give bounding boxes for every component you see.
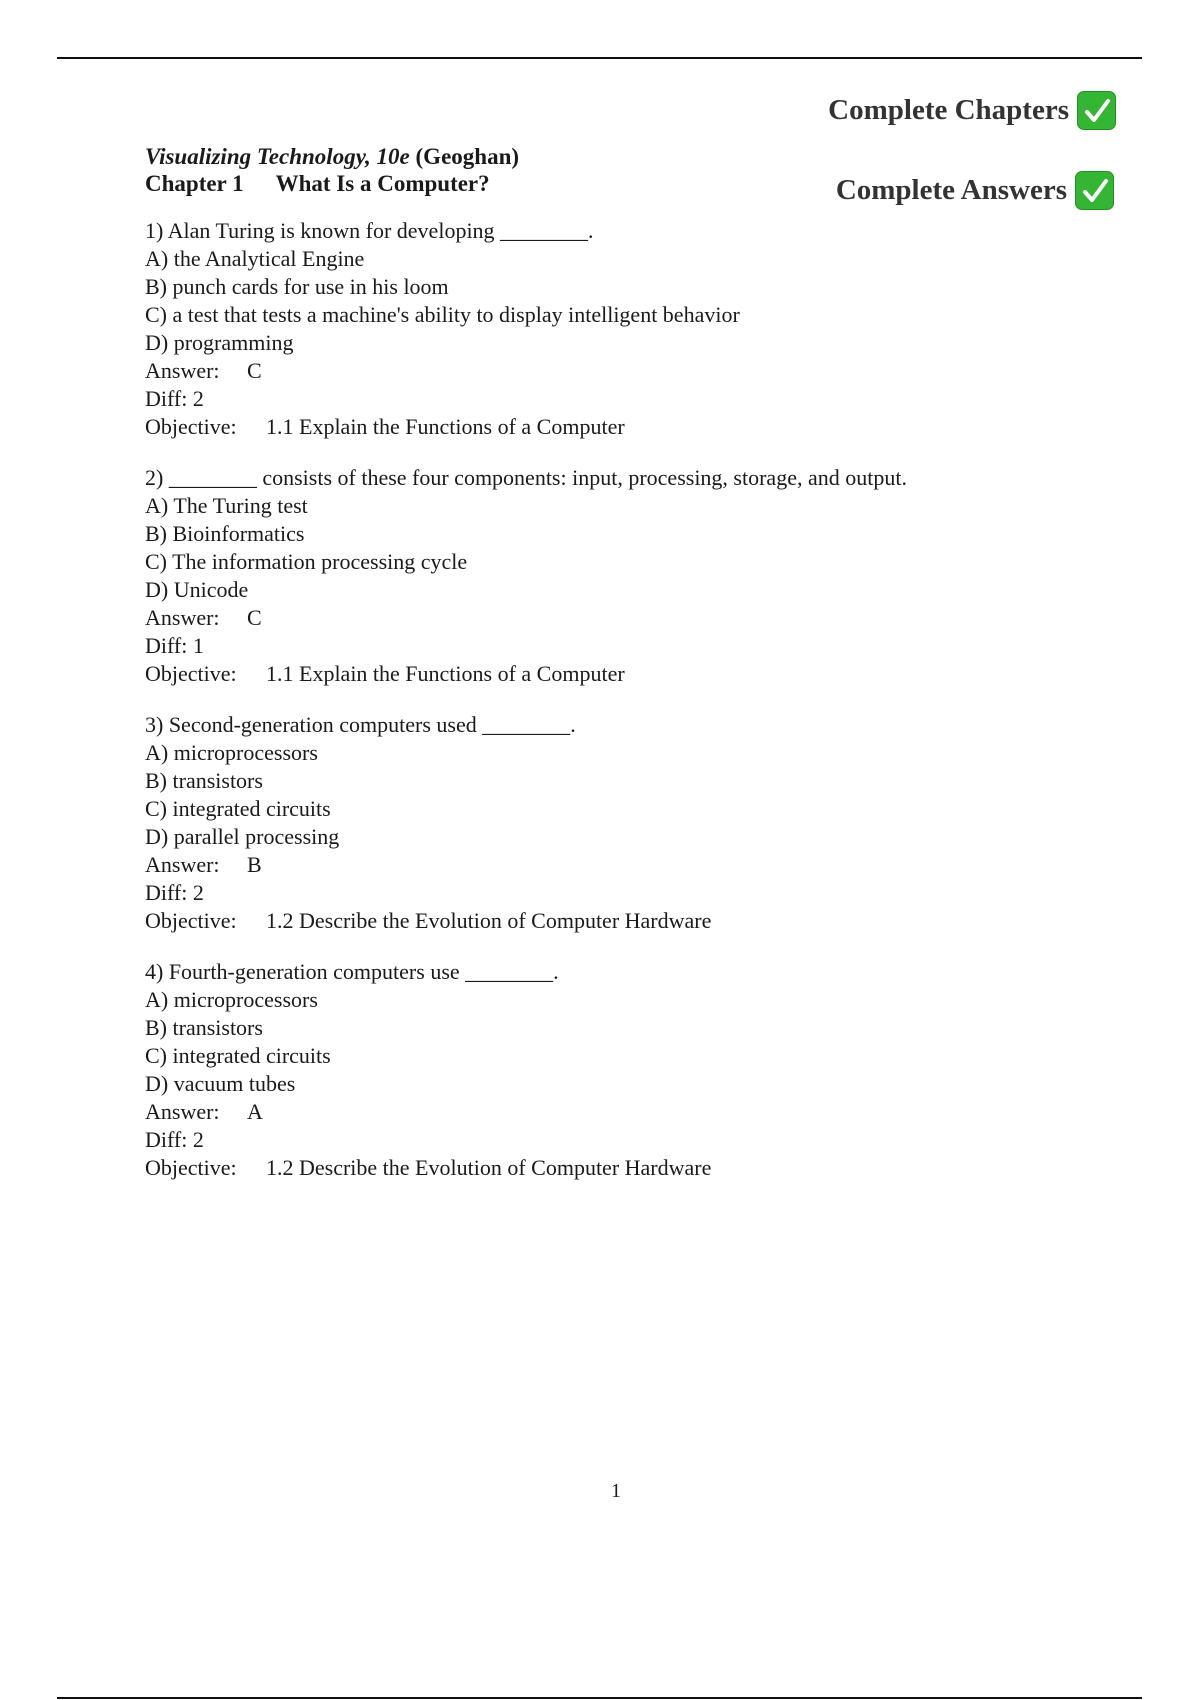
option-b: B) punch cards for use in his loom — [145, 274, 449, 299]
objective-label: Objective: — [145, 414, 237, 439]
document-body — [145, 143, 995, 1205]
book-title: Visualizing Technology, 10e — [145, 144, 410, 169]
complete-chapters-label: Complete Chapters — [828, 94, 1069, 126]
option-d: D) vacuum tubes — [145, 1071, 296, 1096]
diff-line — [145, 1126, 995, 1154]
check-mark-icon — [1077, 91, 1116, 130]
diff-label: Diff: — [145, 633, 188, 658]
answer-label: Answer: — [145, 605, 220, 630]
option-b: B) transistors — [145, 1015, 263, 1040]
answer-value: C — [247, 605, 262, 630]
book-title-line — [145, 143, 995, 170]
objective-line — [145, 1154, 995, 1182]
objective-value: 1.2 Describe the Evolution of Computer Hardware — [266, 1155, 712, 1180]
book-author: (Geoghan) — [415, 144, 520, 169]
diff-label: Diff: — [145, 386, 188, 411]
answer-line — [145, 357, 995, 385]
option-c: C) The information processing cycle — [145, 549, 468, 574]
answer-value: B — [247, 852, 262, 877]
chapter-label: Chapter 1 — [145, 171, 244, 196]
answer-label: Answer: — [145, 852, 220, 877]
option-a: A) microprocessors — [145, 740, 318, 765]
question-stem: 1) Alan Turing is known for developing ________. — [145, 218, 594, 243]
question-stem: 3) Second-generation computers used ________. — [145, 712, 576, 737]
chapter-line — [145, 170, 995, 197]
objective-line — [145, 907, 995, 935]
question-stem: 4) Fourth-generation computers use ________. — [145, 959, 559, 984]
diff-value: 2 — [192, 386, 204, 411]
option-d: D) programming — [145, 330, 294, 355]
question-4 — [145, 958, 995, 1182]
diff-line — [145, 879, 995, 907]
diff-line — [145, 385, 995, 413]
option-b: B) transistors — [145, 768, 263, 793]
objective-value: 1.2 Describe the Evolution of Computer Hardware — [266, 908, 712, 933]
bottom-rule — [57, 1697, 1142, 1699]
top-rule — [57, 57, 1142, 59]
page-number: 1 — [611, 1480, 621, 1502]
question-3 — [145, 711, 995, 935]
objective-value: 1.1 Explain the Functions of a Computer — [266, 661, 625, 686]
answer-line — [145, 1098, 995, 1126]
document-header — [145, 143, 995, 197]
check-mark-icon — [1075, 171, 1114, 210]
chapter-title: What Is a Computer? — [275, 171, 490, 196]
complete-answers-label: Complete Answers — [835, 174, 1067, 206]
option-c: C) integrated circuits — [145, 1043, 331, 1068]
answer-label: Answer: — [145, 1099, 220, 1124]
answer-label: Answer: — [145, 358, 220, 383]
question-1 — [145, 217, 995, 441]
option-a: A) microprocessors — [145, 987, 318, 1012]
diff-value: 2 — [192, 1127, 204, 1152]
diff-value: 2 — [192, 880, 204, 905]
question-2 — [145, 464, 995, 688]
objective-label: Objective: — [145, 661, 237, 686]
diff-label: Diff: — [145, 1127, 188, 1152]
diff-label: Diff: — [145, 880, 188, 905]
option-b: B) Bioinformatics — [145, 521, 305, 546]
objective-label: Objective: — [145, 908, 237, 933]
question-stem: 2) ________ consists of these four components: input, processing, storage, and output. — [145, 465, 907, 490]
option-d: D) Unicode — [145, 577, 249, 602]
objective-line — [145, 413, 995, 441]
answer-value: C — [247, 358, 262, 383]
diff-line — [145, 632, 995, 660]
option-c: C) integrated circuits — [145, 796, 331, 821]
option-d: D) parallel processing — [145, 824, 340, 849]
objective-label: Objective: — [145, 1155, 237, 1180]
complete-chapters-badge — [828, 91, 1116, 130]
option-a: A) the Analytical Engine — [145, 246, 365, 271]
option-a: A) The Turing test — [145, 493, 308, 518]
answer-line — [145, 851, 995, 879]
option-c: C) a test that tests a machine's ability to display intelligent behavior — [145, 302, 740, 327]
answer-line — [145, 604, 995, 632]
answer-value: A — [247, 1099, 263, 1124]
diff-value: 1 — [192, 633, 204, 658]
objective-line — [145, 660, 995, 688]
objective-value: 1.1 Explain the Functions of a Computer — [266, 414, 625, 439]
